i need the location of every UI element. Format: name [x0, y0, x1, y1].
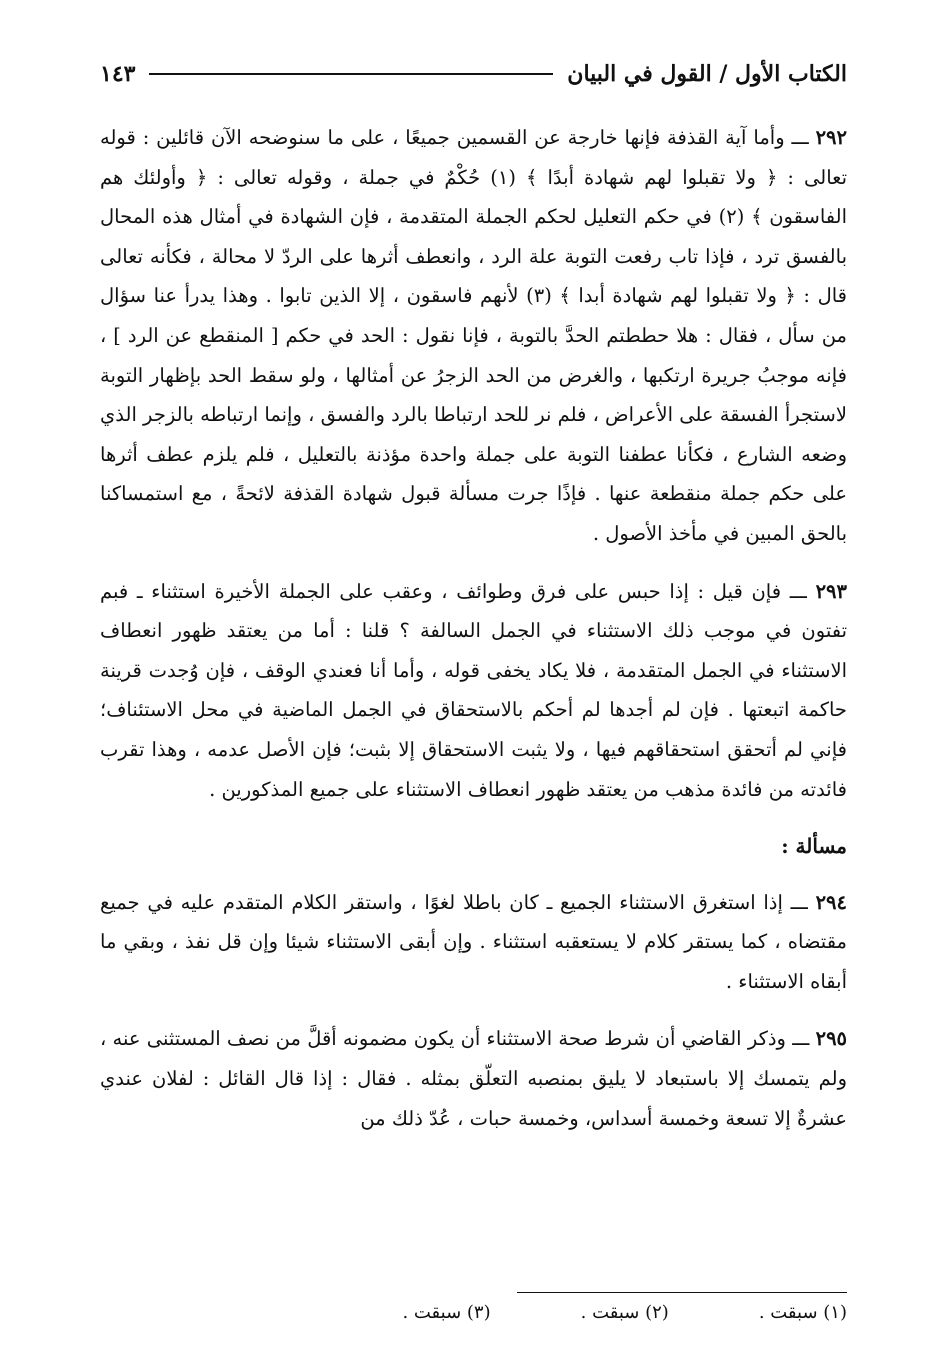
footnotes [402, 1302, 847, 1323]
paragraph-293 [100, 572, 847, 810]
footnote-2: (٢) سبقت . [580, 1302, 669, 1323]
paragraph-number: ٢٩٥ [815, 1027, 848, 1051]
page-header [100, 48, 847, 100]
paragraph-text: ـــ وأما آية القذفة فإنها خارجة عن القسمين جميعًا ، على ما سنوضحه الآن قائلين : قوله تعالى : ﴿ ولا تقبلوا لهم شهادة أبدًا ﴾ (١) حُكْمٌ في جملة ، وقوله تعالى : ﴿ وأولئك هم الفاسقون ﴾ (٢) في حكم التعليل لحكم الجملة المتقدمة ، فإن الشهادة في أمثال هذه المحال بالفسق ترد ، فإذا تاب رفعت التوبة علة الرد ، وانعطف أثرها على الردّ لا محالة ، فكأنه تعالى قال : ﴿ ولا تقبلوا لهم شهادة أبدا ﴾ (٣) لأنهم فاسقون ، إلا الذين تابوا . وهذا يدرأ عنا سؤال من سأل ، فقال : هلا حططتم الحدَّ بالتوبة ، فإنا نقول : الحد في حكم [ المنقطع عن الرد ] ، فإنه موجبُ جريرة ارتكبها ، والغرض من الحد الزجرُ عن أمثالها ، ولو سقط الحد بإظهار التوبة لاستجرأ الفسقة على الأعراض ، فلم نر للحد ارتباطا بالرد والفسق ، وإنما ارتباطه بالزجر الذي وضعه الشارع ، فكأنا عطفنا التوبة على جملة واحدة مؤذنة بالتعليل ، فلم يلزم عطف أثرها على حكم جملة منقطعة عنها . فإذًا جرت مسألة قبول شهادة القذفة لائحةً ، مع استمساكنا بالحق المبين في مأخذ الأصول . [100, 126, 847, 545]
paragraph-number: ٢٩٤ [815, 890, 847, 914]
paragraph-number: ٢٩٢ [815, 126, 847, 149]
footnote-1: (١) سبقت . [758, 1302, 847, 1323]
body-text [100, 118, 847, 1138]
paragraph-295 [100, 1019, 847, 1138]
footnote-3: (٣) سبقت . [402, 1302, 491, 1323]
paragraph-294 [100, 883, 847, 1002]
paragraph-text: ـــ إذا استغرق الاستثناء الجميع ـ كان باطلا لغوًا ، واستقر الكلام المتقدم عليه في جميع مقتضاه ، كما يستقر كلام لا يستعقبه استثناء . وإن أبقى الاستثناء شيئا وإن قل نفذ ، وبقي ما أبقاه الاستثناء . [100, 890, 847, 993]
footnote-rule [517, 1292, 847, 1293]
paragraph-text: ـــ وذكر القاضي أن شرط صحة الاستثناء أن يكون مضمونه أقلَّ من نصف المستثنى عنه ، ولم يتمسك إلا باستبعاد لا يليق بمنصبه التعلّق بمثله . فقال : إذا قال القائل : لفلان عندي عشرةٌ إلا تسعة وخمسة أسداس، وخمسة حبات ، عُدّ ذلك من [100, 1027, 847, 1130]
paragraph-number: ٢٩٣ [815, 579, 847, 603]
paragraph-292 [100, 118, 847, 554]
section-heading: مسألة : [781, 834, 847, 859]
paragraph-text: ـــ فإن قيل : إذا حبس على فرق وطوائف ، وعقب على الجملة الأخيرة استثناء ـ فبم تفتون في موجب ذلك الاستثناء في الجمل السالفة ؟ قلنا : أما من يعتقد ظهور انعطاف الاستثناء في الجمل المتقدمة ، فلا يكاد يخفى قوله ، وأما أنا فعندي الوقف ، فإن وُجدت قرينة حاكمة اتبعتها . فإن لم أجدها لم أحكم بالاستحقاق في الجمل الماضية في محل الاستئناف؛ فإني لم أتحقق استحقاقهم فيها ، ولا يثبت الاستحقاق إلا بثبت؛ فإن الأصل عدمه ، وهذا تقرب فائدته من فائدة مذهب من يعتقد ظهور انعطاف الاستثناء على جميع المذكورين . [100, 579, 847, 801]
header-rule [149, 73, 553, 75]
page-number: ١٤٣ [100, 61, 136, 87]
running-title: الكتاب الأول / القول في البيان [567, 61, 847, 87]
